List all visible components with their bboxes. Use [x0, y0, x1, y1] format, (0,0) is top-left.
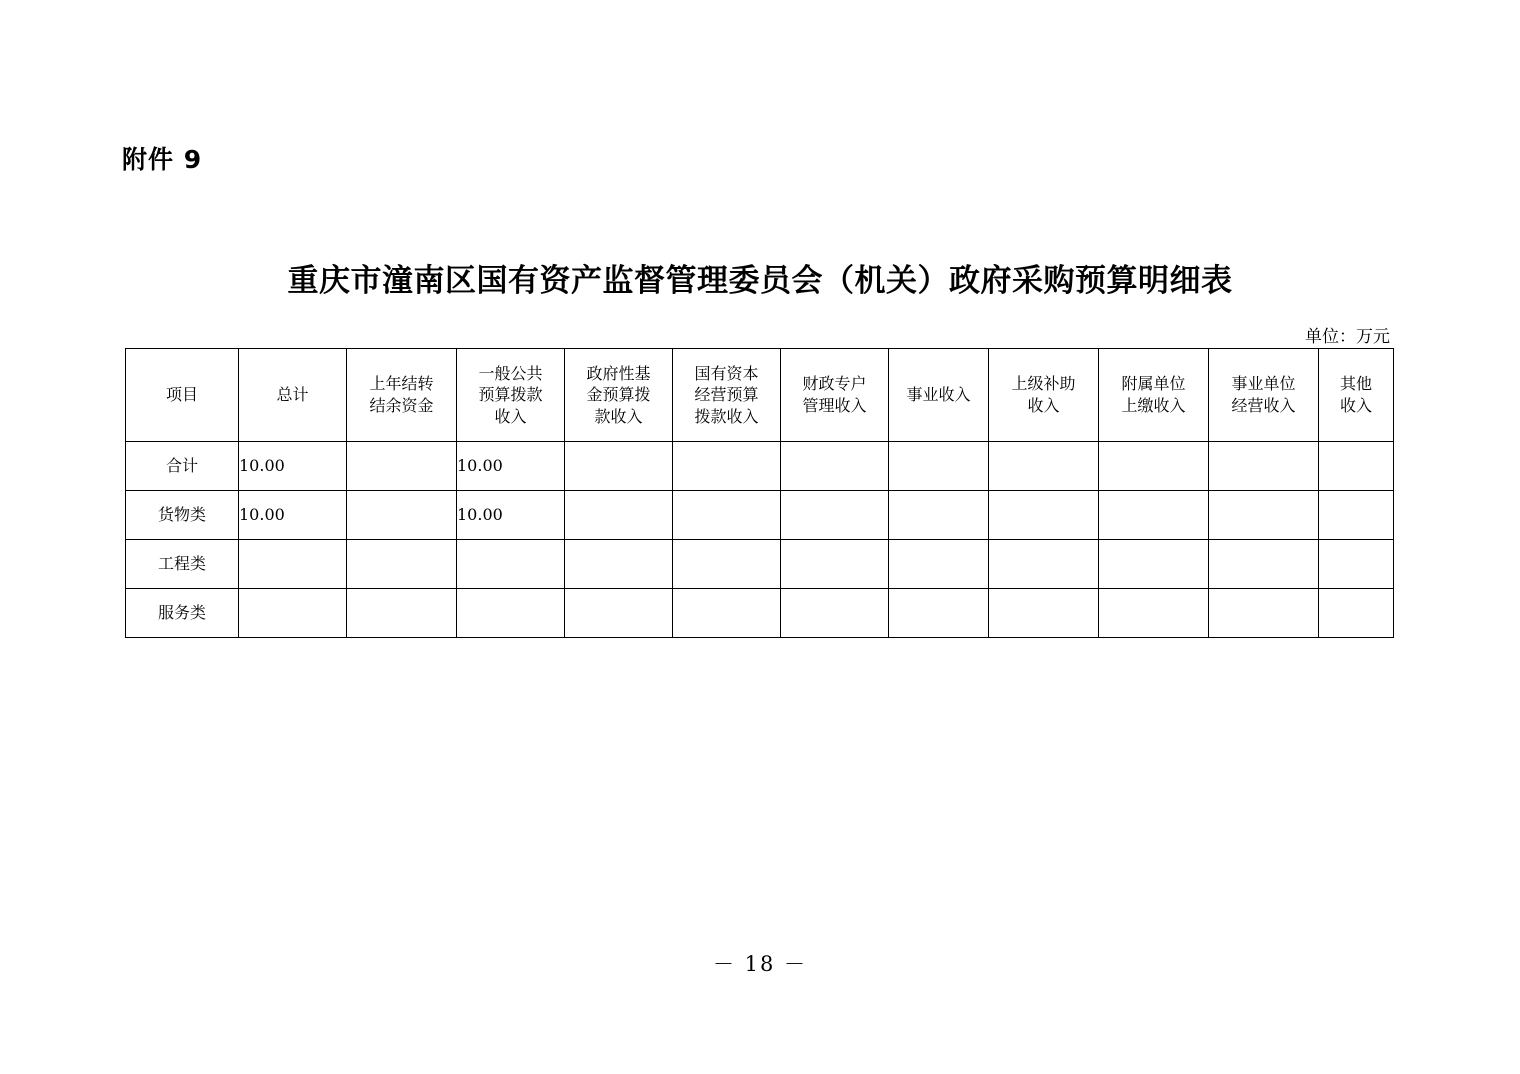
table-row: [126, 540, 1394, 589]
procurement-budget-table: [125, 348, 1394, 638]
table-cell: [1319, 589, 1394, 638]
table-cell: [889, 540, 989, 589]
column-header-text: 其他 收入: [1339, 374, 1372, 415]
column-header: [239, 349, 347, 442]
table-cell: [565, 540, 673, 589]
table-cell: [347, 589, 457, 638]
column-header: [126, 349, 239, 442]
attachment-label: 附件 9: [122, 145, 203, 174]
column-header-text: 国有资本 经营预算 拨款收入: [694, 363, 759, 426]
table-cell: 10.00: [457, 491, 565, 540]
table-cell: [781, 540, 889, 589]
unit-note: 单位：万元: [1305, 327, 1390, 347]
table-cell: [781, 442, 889, 491]
table-cell: [989, 442, 1099, 491]
table-cell: [1099, 589, 1209, 638]
table-cell: [989, 589, 1099, 638]
table-cell: [1319, 540, 1394, 589]
table-cell: 10.00: [457, 442, 565, 491]
table-header-row: [126, 349, 1394, 442]
column-header-text: 项目: [165, 385, 198, 405]
row-label: 货物类: [126, 491, 239, 540]
column-header: [989, 349, 1099, 442]
table-cell: [781, 491, 889, 540]
column-header: [781, 349, 889, 442]
column-header: [1319, 349, 1394, 442]
budget-table-wrapper: [125, 348, 1393, 638]
column-header-text: 总计: [276, 385, 309, 405]
table-cell: [1209, 491, 1319, 540]
column-header-text: 上级补助 收入: [1011, 374, 1076, 415]
row-label: 服务类: [126, 589, 239, 638]
table-cell: [989, 540, 1099, 589]
column-header-text: 一般公共 预算拨款 收入: [478, 363, 543, 426]
column-header-text: 上年结转 结余资金: [369, 374, 434, 415]
table-cell: [889, 491, 989, 540]
table-cell: [565, 589, 673, 638]
column-header: [673, 349, 781, 442]
table-cell: [1319, 442, 1394, 491]
column-header: [1099, 349, 1209, 442]
column-header: [347, 349, 457, 442]
table-cell: 10.00: [239, 442, 347, 491]
table-cell: [347, 491, 457, 540]
table-cell: [673, 589, 781, 638]
page-number: － 18 －: [712, 952, 808, 976]
table-cell: [565, 491, 673, 540]
table-cell: [1209, 540, 1319, 589]
table-cell: [1209, 589, 1319, 638]
table-cell: [673, 540, 781, 589]
column-header-text: 政府性基 金预算拨 款收入: [586, 363, 651, 426]
table-row: [126, 442, 1394, 491]
table-cell: [889, 589, 989, 638]
row-label: 合计: [126, 442, 239, 491]
column-header: [1209, 349, 1319, 442]
table-cell: [673, 442, 781, 491]
table-cell: [1099, 442, 1209, 491]
table-row: [126, 491, 1394, 540]
row-label: 工程类: [126, 540, 239, 589]
table-cell: [1319, 491, 1394, 540]
column-header-text: 财政专户 管理收入: [802, 374, 867, 415]
table-cell: [239, 540, 347, 589]
table-cell: [347, 442, 457, 491]
column-header-text: 附属单位 上缴收入: [1121, 374, 1186, 415]
table-cell: [347, 540, 457, 589]
table-cell: [457, 540, 565, 589]
table-cell: 10.00: [239, 491, 347, 540]
table-cell: [1209, 442, 1319, 491]
table-row: [126, 589, 1394, 638]
column-header-text: 事业单位 经营收入: [1231, 374, 1296, 415]
column-header: [457, 349, 565, 442]
column-header: [889, 349, 989, 442]
column-header: [565, 349, 673, 442]
page-title: 重庆市潼南区国有资产监督管理委员会（机关）政府采购预算明细表: [287, 263, 1233, 299]
table-cell: [889, 442, 989, 491]
table-cell: [457, 589, 565, 638]
table-cell: [239, 589, 347, 638]
table-cell: [1099, 491, 1209, 540]
column-header-text: 事业收入: [906, 385, 971, 405]
table-cell: [673, 491, 781, 540]
table-cell: [1099, 540, 1209, 589]
table-cell: [989, 491, 1099, 540]
table-cell: [781, 589, 889, 638]
table-cell: [565, 442, 673, 491]
